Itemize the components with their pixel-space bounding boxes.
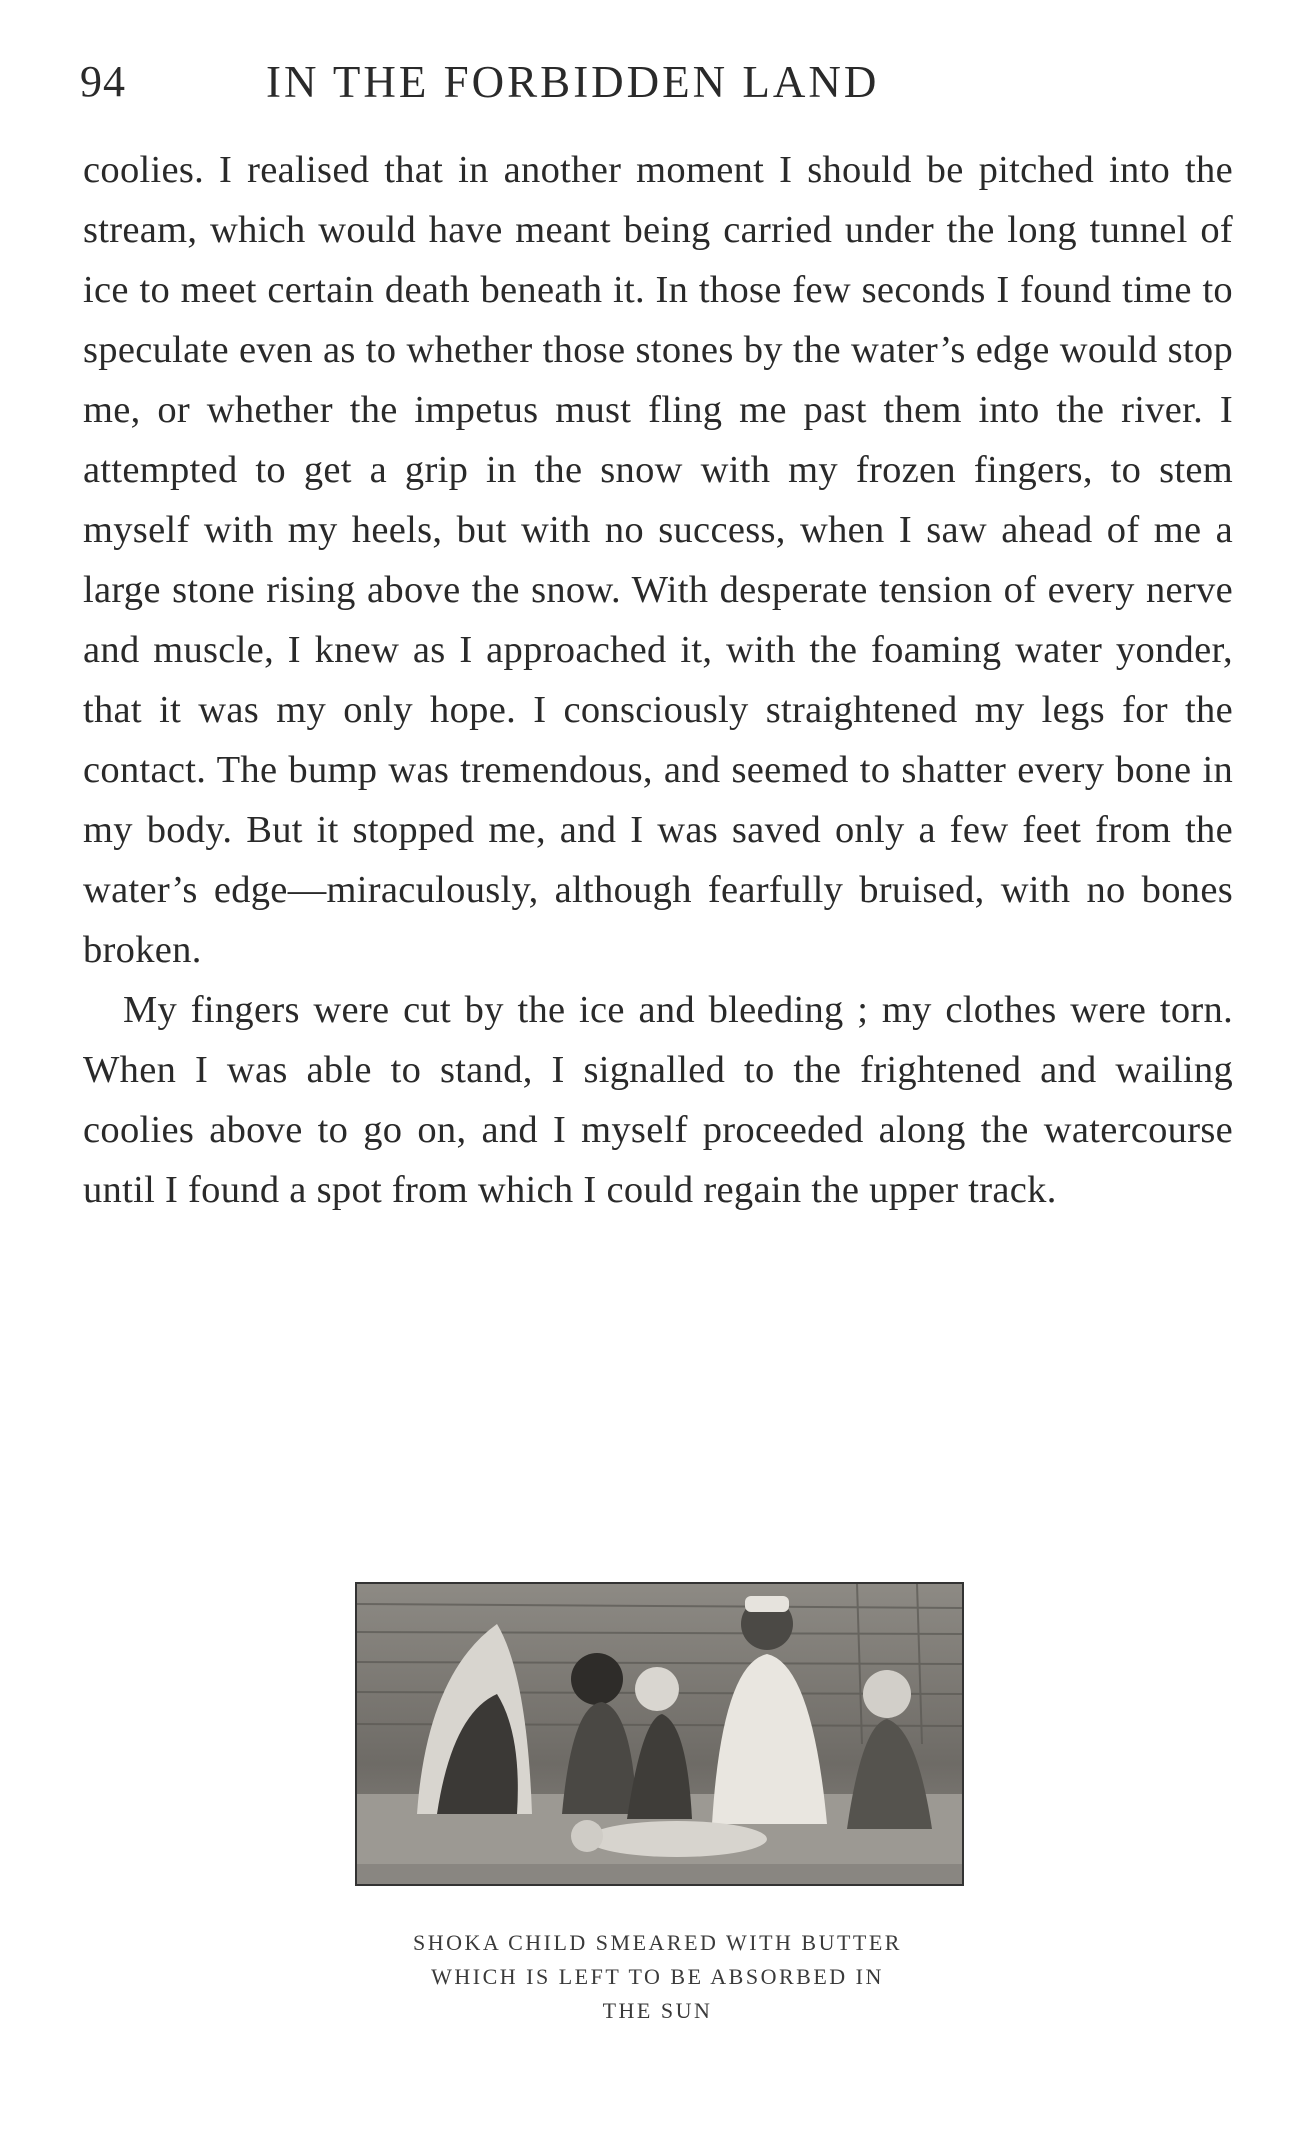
photograph-illustration xyxy=(357,1584,962,1884)
running-head xyxy=(80,56,1240,116)
running-title: IN THE FORBIDDEN LAND xyxy=(266,57,880,107)
figure-caption xyxy=(330,1926,985,2028)
body-text xyxy=(83,140,1233,1220)
paragraph-continued: coolies. I realised that in another moment I should be pitched into the stream, which would have meant being carried under the long tunnel of ice to meet certain death beneath it. In those few seconds I found time to speculate even as to whether those stones by the water’s edge would stop me, or whether the impetus must fling me past them into the river. I attempted to get a grip in the snow with my frozen fingers, to stem myself with my heels, but with no success, when I saw ahead of me a large stone rising above the snow. With desperate tension of every nerve and muscle, I knew as I approached it, with the foaming water yonder, that it was my only hope. I consciously straightened my legs for the contact. The bump was tremendous, and seemed to shatter every bone in my body. But it stopped me, and I was saved only a few feet from the water’s edge—miraculously, although fearfully bruised, with no bones broken. xyxy=(83,149,1233,971)
paragraph: My fingers were cut by the ice and bleeding ; my clothes were torn. When I was able to stand, I signalled to the frightened and wailing coolies above to go on, and I myself proceeded along the watercourse until I found a spot from which I could regain the upper track. xyxy=(83,989,1233,1211)
caption-line: WHICH IS LEFT TO BE ABSORBED IN xyxy=(431,1964,884,1989)
photograph xyxy=(355,1582,964,1886)
caption-line: SHOKA CHILD SMEARED WITH BUTTER xyxy=(413,1930,902,1955)
page-number: 94 xyxy=(80,57,126,106)
caption-line: THE SUN xyxy=(602,1998,713,2023)
